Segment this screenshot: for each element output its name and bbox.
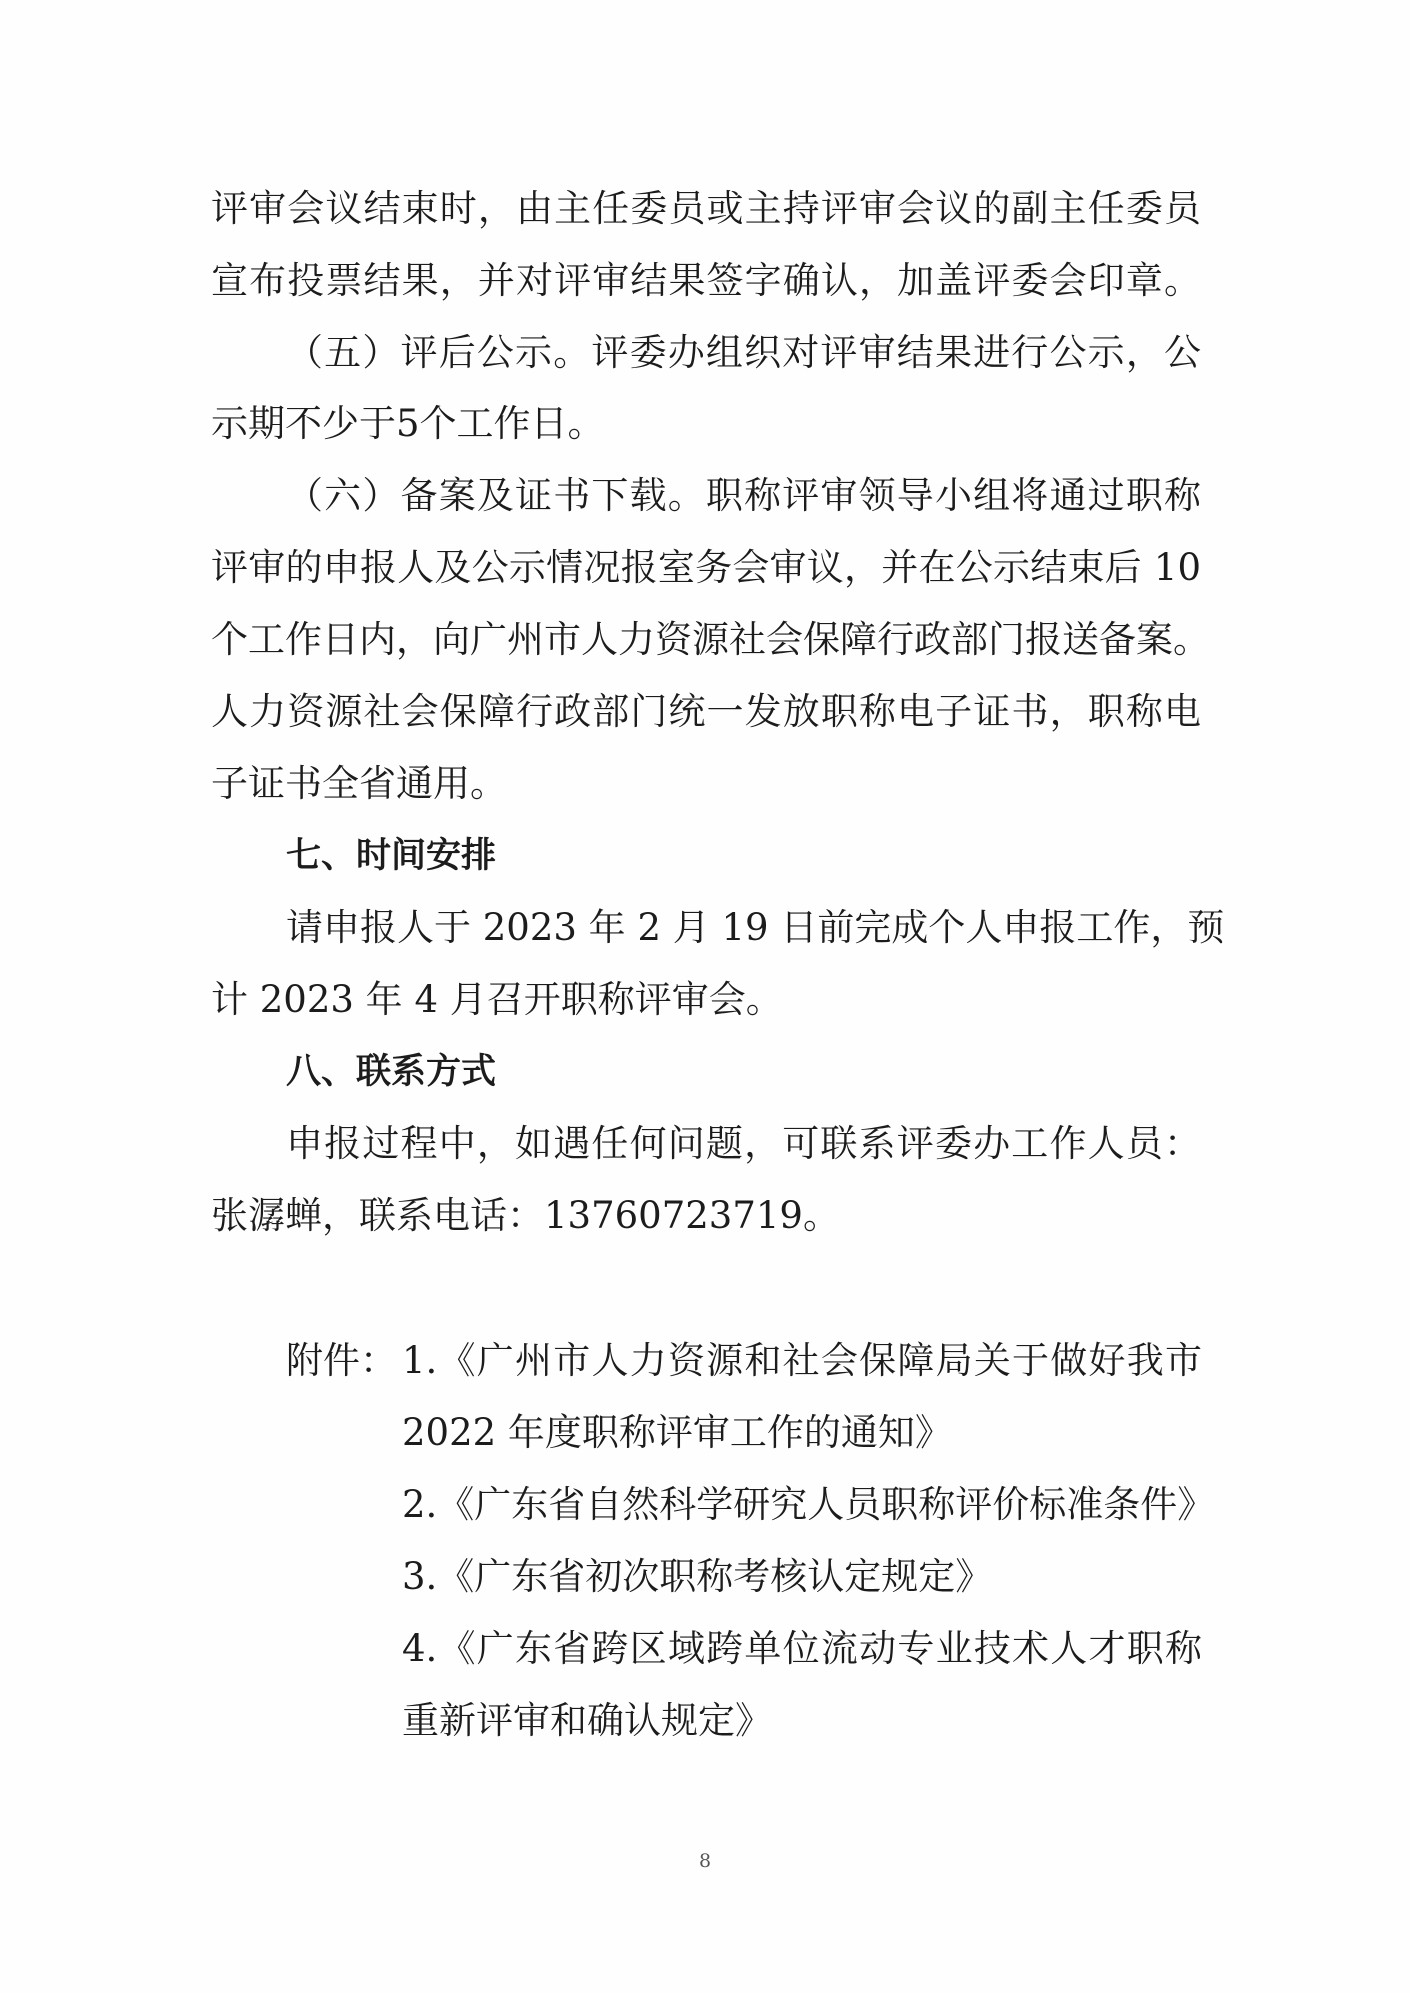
attachment-item: 2.《广东省自然科学研究人员职称评价标准条件》 <box>402 1483 1215 1526</box>
attachment-item: 1.《广州市人力资源和社会保障局关于做好我市 <box>402 1339 1202 1382</box>
body-line: 计 2023 年 4 月召开职称评审会。 <box>211 978 783 1021</box>
section-heading-schedule: 七、时间安排 <box>286 836 497 876</box>
attachment-item: 重新评审和确认规定》 <box>402 1699 772 1742</box>
page-number: 8 <box>698 1850 712 1872</box>
contact-line: 张潺蝉，联系电话：13760723719。 <box>211 1194 840 1237</box>
body-line: 请申报人于 2023 年 2 月 19 日前完成个人申报工作，预 <box>286 906 1225 949</box>
body-line: （六）备案及证书下载。职称评审领导小组将通过职称 <box>286 474 1201 517</box>
attachments-label: 附件： <box>286 1339 397 1382</box>
attachment-item: 3.《广东省初次职称考核认定规定》 <box>402 1555 993 1598</box>
body-line: 示期不少于5个工作日。 <box>211 402 605 445</box>
body-line: 宣布投票结果，并对评审结果签字确认，加盖评委会印章。 <box>211 259 1201 302</box>
body-line: 人力资源社会保障行政部门统一发放职称电子证书，职称电 <box>211 690 1201 733</box>
attachment-item: 4.《广东省跨区域跨单位流动专业技术人才职称 <box>402 1627 1202 1670</box>
body-line: （五）评后公示。评委办组织对评审结果进行公示，公 <box>286 331 1201 374</box>
body-line: 评审的申报人及公示情况报室务会审议，并在公示结束后 10 <box>211 546 1201 589</box>
body-line: 子证书全省通用。 <box>211 762 507 805</box>
body-line: 申报过程中，如遇任何问题，可联系评委办工作人员： <box>286 1122 1201 1165</box>
attachment-item: 2022 年度职称评审工作的通知》 <box>402 1411 952 1454</box>
section-heading-contact: 八、联系方式 <box>286 1052 497 1092</box>
body-line: 个工作日内，向广州市人力资源社会保障行政部门报送备案。 <box>211 618 1210 661</box>
body-line: 评审会议结束时，由主任委员或主持评审会议的副主任委员 <box>211 187 1201 230</box>
